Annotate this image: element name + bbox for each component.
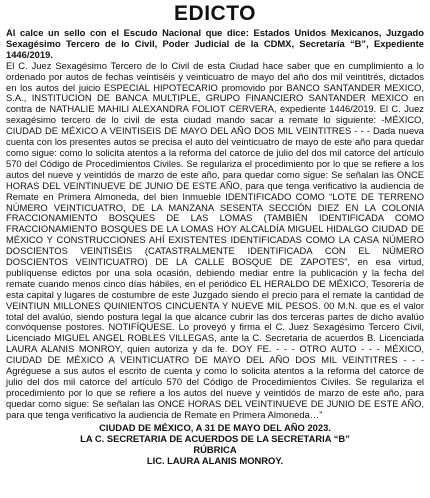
- seal-header-paragraph: Al calce un sello con el Escudo Nacional que dice: Estados Unidos Mexicanos, Juzgado Sexagésimo Tercero de lo Civil, Poder Judicial de la CDMX, Secretaría “B”, Expediente 1446/2019.: [6, 27, 424, 60]
- edict-body-paragraph: El C. Juez Sexagésimo Tercero de lo Civil de esta Ciudad hace saber que en cumplimiento a lo ordenado por autos de fechas veintiséis y veinticuatro de mayo del año dos mil veintitrés, dictados en los autos del juicio ESPECIAL HIPOTECARIO promovido por BANCO SANTANDER MEXICO, S.A., INSTITUCION DE BANCA MULTIPLE, GRUPO FINANCIERO SANTANDER MEXICO en contra de NATHALIE MAHILI ALEXANDRA FOLIOT CERVERA, expediente 1446/2019. El C. Juez sexagésimo tercero de lo civil de esta ciudad mando sacar a remate lo siguiente: -MÉXICO, CIUDAD DE MÉXICO A VEINTISEIS DE MAYO DEL AÑO DOS MIL VEINTITRES - - - Dada nueva cuenta con los presentes autos se precisa el auto del veinticuatro de mayo de este año para quedar como sigue: como lo solicita atentos a la reforma del catorce de julio del dos mil catorce del artículo 570 del Código de Procedimientos Civiles. Se regulariza el procedimiento por lo que se refiere a los autos del nueve y veintidós de marzo de este año, para quedar como sigue: Se señalan las ONCE HORAS DEL VEINTINUEVE DE JUNIO DE ESTE AÑO, para que tenga verificativo la audiencia de Remate en Primera Almoneda, del bien Inmueble IDENTIFICADO COMO “LOTE DE TERRENO NÚMERO VEINTICUATRO, DE LA MANZANA SESENTA SECCIÓN DIEZ EN LA COLONIA FRACCIONAMIENTO BOSQUES DE LAS LOMAS (TAMBIÉN IDENTIFICADA COMO FRACCIONAMIENTO BOSQUES DE LA LOMAS HOY ALCALDÍA MIGUEL HIDALGO CIUDAD DE MÉXICO Y CONSTRUCCIONES AHÍ EXISTENTES IDENTIFICADAS COMO LA CASA NÚMERO DOSCIENTOS VEINTISÉIS (CATASTRALMENTE IDENTIFICADA CON EL NÚMERO DOSCIENTOS VEINTICUATRO) DE LA CALLE BOSQUE DE ZAPOTES”, en esa virtud, publíquense edictos por una sola ocasión, debiendo mediar entre la publicación y la fecha del remate cuando menos cinco días hábiles, en el periódico EL HERALDO DE MÉXICO, Tesorería de esta capital y lugares de costumbre de este Juzgado siendo el precio para el remate la cantidad de VEINTIUN MILLONES QUINIENTOS CINCUENTA Y NUEVE MIL PESOS. 00 M.N. que es el valor total del avalúo, siendo postura legal la que alcance cubrir las dos terceras partes de dicho avalúo convóquense postores. NOTIFÍQUESE. Lo proveyó y firma el C. Juez Sexagésimo Tercero Civil, Licenciado MIGUEL ANGEL ROBLES VILLEGAS, ante la C. Secretaria de acuerdos B. Licenciada LAURA ALANIS MONROY, quien autoriza y da fe. DOY FE. - - - OTRO AUTO - - - MÉXICO, CIUDAD DE MÉXICO A VEINTICUATRO DE MAYO DEL AÑO DOS MIL VEINTITRES - - - Agréguese a sus autos el escrito de cuenta y como lo solicita atentos a la reforma del catorce de julio del dos mil catorce del artículo 570 del Código de Procedimientos Civiles. Se regulariza el procedimiento por lo que se refiere a los autos del nueve y veintidós de marzo de este año, para quedar como sigue: Se señalan las ONCE HORAS DEL VEINTINUEVE DE JUNIO DE ESTE AÑO, para que tenga verificativo la audiencia de Remate en Primera Almoneda…”: [6, 59, 424, 420]
- signatory-name: LIC. LAURA ALANIS MONROY.: [146, 454, 284, 466]
- signature-block: [6, 422, 424, 466]
- secretary-title: LA C. SECRETARIA DE ACUERDOS DE LA SECRETARIA “B”: [80, 432, 350, 444]
- rubrica-label: RÚBRICA: [193, 443, 237, 455]
- place-date: CIUDAD DE MÉXICO, A 31 DE MAYO DEL AÑO 2023.: [99, 421, 331, 433]
- edict-title: EDICTO: [174, 2, 256, 25]
- edict-notice: [6, 2, 424, 466]
